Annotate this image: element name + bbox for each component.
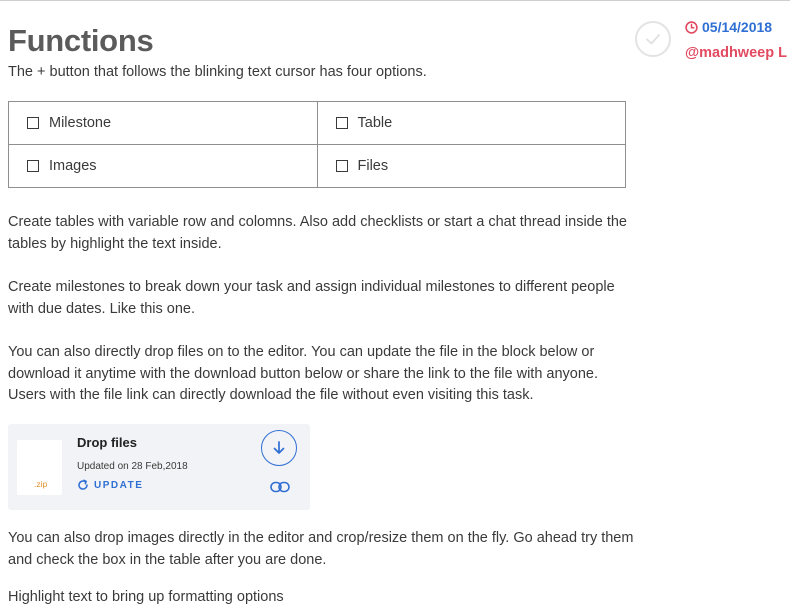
option-label: Table <box>357 115 393 131</box>
page-title: Functions <box>8 23 154 58</box>
file-extension: .zip <box>34 479 48 489</box>
file-block <box>8 424 310 510</box>
checkbox-milestone[interactable] <box>27 117 39 129</box>
due-date[interactable] <box>685 19 772 35</box>
checkbox-files[interactable] <box>336 160 348 172</box>
download-icon <box>271 440 287 456</box>
file-updated-date: Updated on 28 Feb,2018 <box>77 461 188 472</box>
option-label: Images <box>49 158 97 174</box>
table-cell-files <box>317 145 626 188</box>
table-row <box>9 145 626 188</box>
paragraph-formatting: Highlight text to bring up formatting options <box>8 589 284 605</box>
link-icon <box>270 481 290 493</box>
checkbox-table[interactable] <box>336 117 348 129</box>
paragraph-files: You can also directly drop files on to the editor. You can update the file in the block below or download it anytime with the download button below or share the link to the file with anyone. Users with the file link can directly download the file without even visiting this task. <box>8 344 599 403</box>
paragraph-milestones: Create milestones to break down your task and assign individual milestones to different people with due dates. Like this one. <box>8 279 615 317</box>
update-label: UPDATE <box>94 479 144 491</box>
paragraph-images: You can also drop images directly in the editor and crop/resize them on the fly. Go ahead try them and check the box in the table after you are done. <box>8 530 634 568</box>
paragraph-tables: Create tables with variable row and colomns. Also add checklists or start a chat thread inside the tables by highlight the text inside. <box>8 214 627 252</box>
intro-text: The + button that follows the blinking text cursor has four options. <box>8 64 427 80</box>
checkbox-images[interactable] <box>27 160 39 172</box>
refresh-icon <box>77 479 89 491</box>
options-table <box>8 101 626 188</box>
table-row <box>9 102 626 145</box>
complete-task-button[interactable] <box>635 21 671 57</box>
table-cell-table <box>317 102 626 145</box>
table-cell-images <box>9 145 318 188</box>
copy-link-button[interactable] <box>270 480 290 494</box>
table-cell-milestone <box>9 102 318 145</box>
download-button[interactable] <box>261 430 297 466</box>
file-name: Drop files <box>77 435 137 450</box>
option-label: Milestone <box>49 115 112 131</box>
zip-file-icon <box>17 440 62 495</box>
check-circle-icon <box>644 30 662 48</box>
option-label: Files <box>357 158 389 174</box>
update-file-button[interactable] <box>77 479 143 491</box>
due-date-text: 05/14/2018 <box>702 19 773 35</box>
assignee-user[interactable]: @madhweep L <box>685 45 787 61</box>
clock-icon <box>685 21 698 34</box>
